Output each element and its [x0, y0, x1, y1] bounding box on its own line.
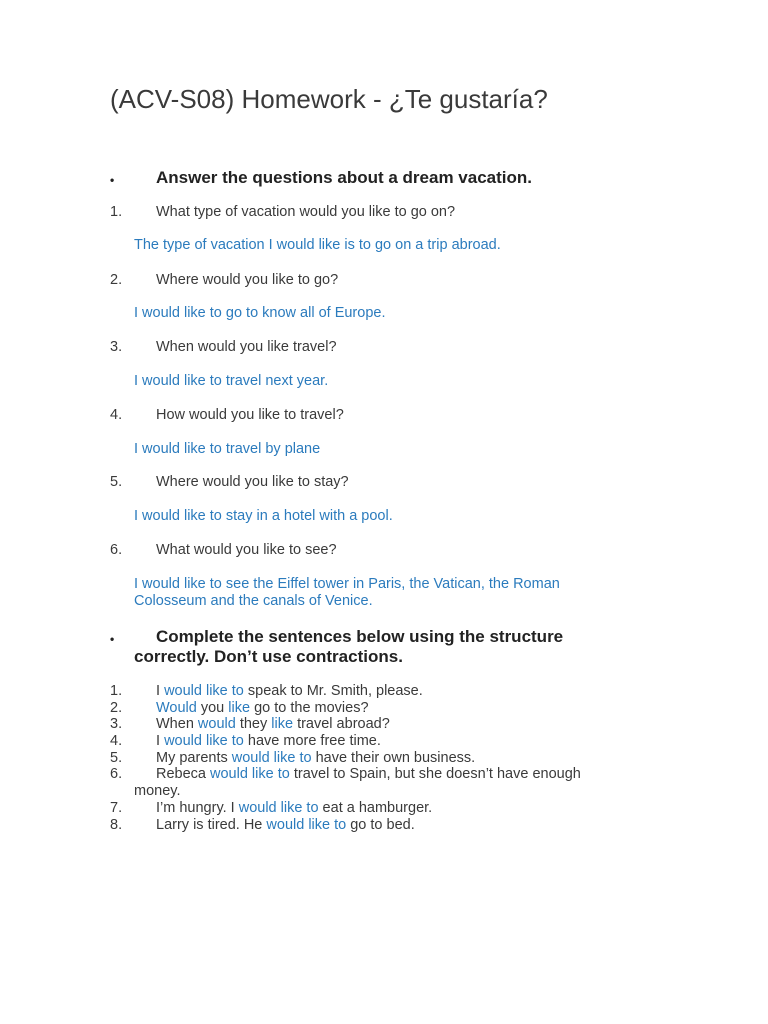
sentence-number: 3.	[110, 716, 123, 732]
section1-heading-text: Answer the questions about a dream vacation.	[156, 168, 532, 187]
sentence-text: they	[235, 716, 272, 732]
page-title: (ACV-S08) Homework - ¿Te gustaría?	[110, 84, 548, 114]
question-text: Where would you like to go?	[156, 272, 339, 288]
answer-text: I would like to stay in a hotel with a pool.	[134, 508, 393, 524]
answer-text: The type of vacation I would like is to go on a trip abroad.	[134, 237, 501, 253]
sentence-item	[110, 750, 630, 767]
sentence-number: 6.	[110, 766, 123, 782]
answer-fill: like	[271, 716, 294, 732]
section1-heading	[110, 168, 610, 188]
sentence-text: My parents	[156, 749, 232, 766]
question-text: How would you like to travel?	[156, 407, 344, 423]
question-number: 2.	[110, 272, 123, 288]
sentence-text: go to bed.	[346, 817, 415, 833]
question-text: Where would you like to stay?	[156, 474, 349, 490]
question-number: 3.	[110, 339, 123, 355]
sentence-text: speak to Mr. Smith, please.	[243, 683, 423, 699]
answer-fill: would like to	[266, 817, 347, 833]
sentence-item	[110, 733, 630, 750]
sentence-number: 5.	[110, 749, 123, 766]
answer-text: I would like to see the Eiffel tower in Paris, the Vatican, the Roman Colosseum and the canals of Venice.	[134, 576, 560, 609]
sentence-text: travel to Spain, but she doesn’t have enough	[289, 766, 581, 782]
sentence-text: have their own business.	[311, 749, 476, 766]
question-text: What would you like to see?	[156, 542, 337, 558]
sentence-text: eat a hamburger.	[318, 799, 433, 816]
answer-fill: would like to	[231, 749, 312, 766]
sentence-number: 1.	[110, 683, 123, 699]
sentence-item	[110, 800, 630, 817]
sentence-number: 4.	[110, 733, 123, 749]
section2-heading-line2: correctly. Don’t use contractions.	[134, 647, 403, 666]
bullet-icon: •	[110, 173, 115, 187]
answer-fill: would like to	[210, 766, 290, 782]
answer-text: I would like to travel next year.	[134, 373, 329, 389]
answer-fill: like	[228, 699, 251, 716]
sentence-text: I’m hungry. I	[156, 799, 239, 816]
sentence-text: have more free time.	[243, 733, 381, 749]
question-number: 5.	[110, 474, 123, 490]
section2-heading	[110, 627, 610, 667]
sentence-item	[110, 700, 630, 717]
sentence-item	[110, 817, 630, 834]
question-number: 1.	[110, 204, 123, 220]
sentence-item	[110, 716, 630, 733]
sentence-number: 2.	[110, 699, 123, 716]
answer-fill: would like to	[164, 683, 244, 699]
section2-heading-line1: Complete the sentences below using the structure	[156, 627, 564, 646]
sentence-number: 8.	[110, 817, 123, 833]
answer-fill: would like to	[164, 733, 244, 749]
answer-text: I would like to travel by plane	[134, 441, 321, 457]
sentence-text: I	[156, 683, 165, 699]
sentence-text: Rebeca	[156, 766, 211, 782]
sentence-item	[110, 766, 630, 799]
answer-fill: Would	[156, 699, 197, 716]
bullet-icon: •	[110, 632, 115, 646]
question-text: What type of vacation would you like to go on?	[156, 204, 456, 220]
sentence-text: go to the movies?	[250, 699, 369, 716]
sentence-text: Larry is tired. He	[156, 817, 267, 833]
answer-text: I would like to go to know all of Europe.	[134, 305, 386, 321]
sentence-text: When	[156, 716, 198, 732]
sentence-text: you	[196, 699, 229, 716]
sentence-continuation: money.	[134, 782, 181, 799]
answer-fill: would	[197, 716, 236, 732]
sentence-text: I	[156, 733, 165, 749]
question-number: 6.	[110, 542, 123, 558]
sentence-number: 7.	[110, 799, 123, 816]
question-text: When would you like travel?	[156, 339, 337, 355]
sentence-text: travel abroad?	[293, 716, 390, 732]
sentence-item	[110, 683, 630, 700]
question-number: 4.	[110, 407, 123, 423]
answer-fill: would like to	[238, 799, 319, 816]
